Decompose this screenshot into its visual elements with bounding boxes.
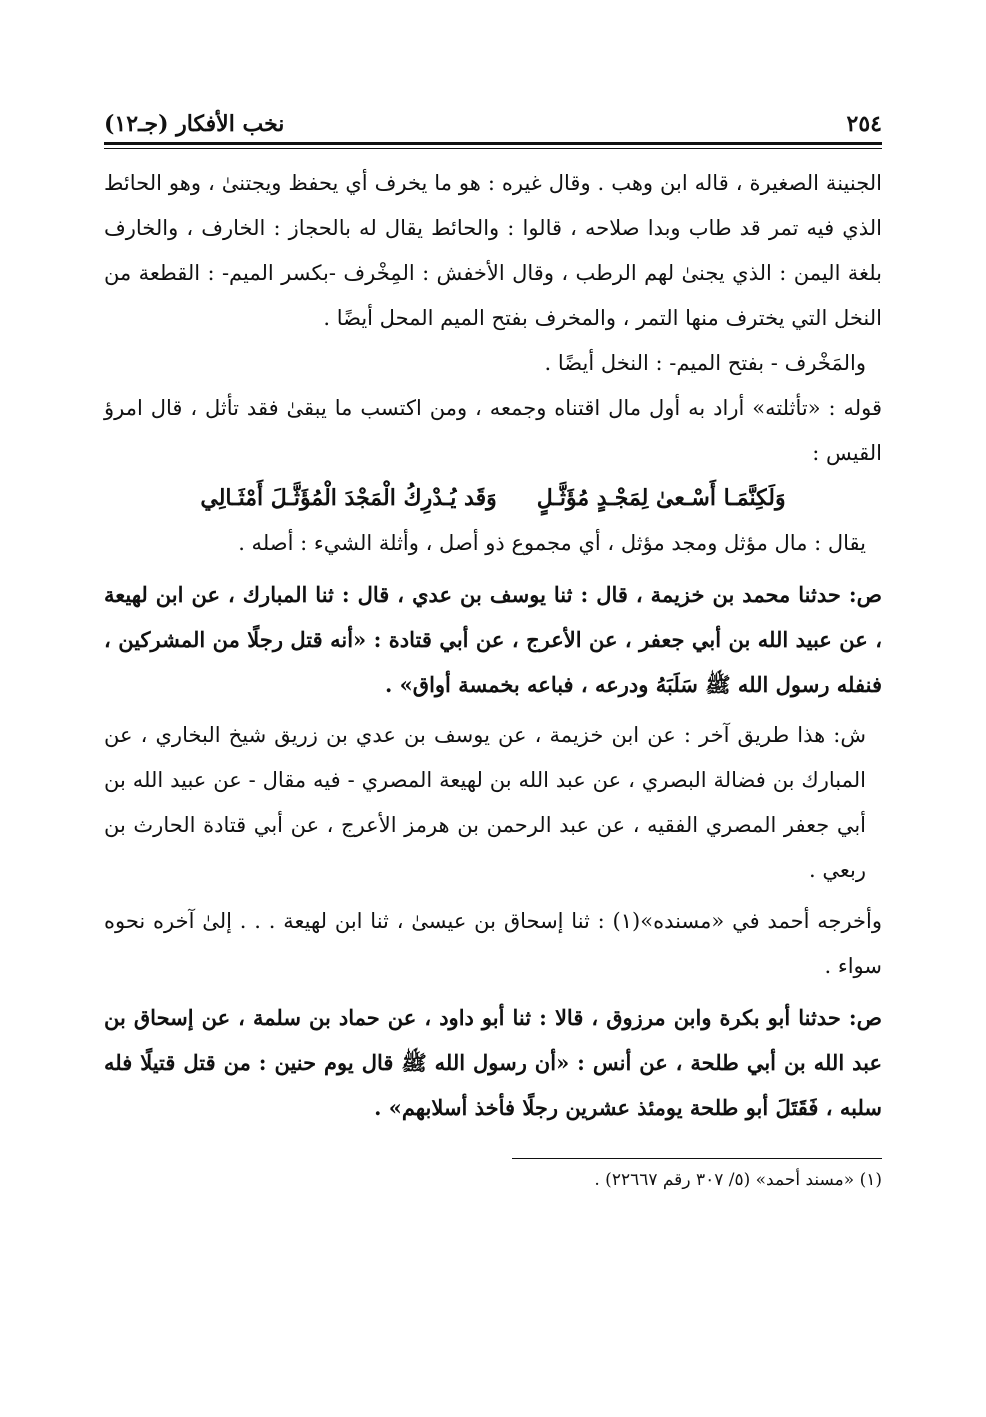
paragraph-definition: الجنينة الصغيرة ، قاله ابن وهب . وقال غيره : هو ما يخرف أي يحفظ ويجتنىٰ ، وهو الحائط الذي فيه تمر قد طاب وبدا صلاحه ، قالوا : والحائط يقال له بالحجاز : الخارف ، والخارف بلغة اليمن : الذي يجنىٰ لهم الرطب ، وقال الأخفش : المِخْرف -بكسر الميم- : القطعة من النخل التي يخترف منها التمر ، والمخرف بفتح الميم المحل أيضًا . [104,171,882,330]
paragraph-makhraf: والمَخْرف - بفتح الميم- : النخل أيضًا . [544,351,866,375]
takhrij-text: وأخرجه أحمد في «مسنده»(١) : ثنا إسحاق بن عيسىٰ ، ثنا ابن لهيعة . . . إلىٰ آخره نحوه سواء . [104,909,882,978]
verse-first-hemistich: وَلَكِنَّمَـا أَسْـعىٰ لِمَجْـدٍ مُؤَثَّـلٍ [536,485,786,511]
verse-second-hemistich: وَقَد يُـدْرِكُ الْمَجْدَ الْمُؤَثَّـلَ أَمْثَـالِي [200,485,497,511]
book-title: نخب الأفكار (جـ١٢) [104,111,285,137]
footnote: (١) «مسند أحمد» (٥/ ٣٠٧ رقم ٢٢٦٦٧) . [594,1170,882,1190]
poetry-verse [104,476,882,521]
page-header [104,98,882,138]
paragraph-after-verse: يقال : مال مؤثل ومجد مؤثل ، أي مجموع ذو أصل ، وأثلة الشيء : أصله . [238,531,866,555]
book-page [104,98,882,1195]
paragraph-taathalahu: قوله : «تأثلته» أراد به أول مال اقتناه وجمعه ، ومن اكتسب ما يبقىٰ فقد تأثل ، قال امرؤ القيس : [104,396,882,465]
hadith-text-2: ص: حدثنا أبو بكرة وابن مرزوق ، قالا : ثنا أبو داود ، عن حماد بن سلمة ، عن إسحاق بن عبد الله بن أبي طلحة ، عن أنس : «أن رسول الله ﷺ قال يوم حنين : من قتل قتيلًا فله سلبه ، فَقَتَلَ أبو طلحة يومئذ عشرين رجلًا فأخذ أسلابهم» . [104,1005,882,1120]
commentary-text-1: ش: هذا طريق آخر : عن ابن خزيمة ، عن يوسف بن عدي بن زريق شيخ البخاري ، عن المبارك بن فضالة البصري ، عن عبد الله بن لهيعة المصري - فيه مقال - عن عبيد الله بن أبي جعفر المصري الفقيه ، عن عبد الرحمن بن هرمز الأعرج ، عن أبي قتادة الحارث بن ربعي . [104,723,866,882]
page-body [104,161,882,1130]
hadith-text-1: ص: حدثنا محمد بن خزيمة ، قال : ثنا يوسف بن عدي ، قال : ثنا المبارك ، عن ابن لهيعة ، عن عبيد الله بن أبي جعفر ، عن الأعرج ، عن أبي قتادة : «أنه قتل رجلًا من المشركين ، فنفله رسول الله ﷺ سَلَبَهُ ودرعه ، فباعه بخمسة أواق» . [104,582,882,697]
page-number: ٢٥٤ [846,111,882,137]
footnote-separator [512,1158,882,1159]
header-rule-thick [104,142,882,145]
header-rule-thin [104,148,882,149]
